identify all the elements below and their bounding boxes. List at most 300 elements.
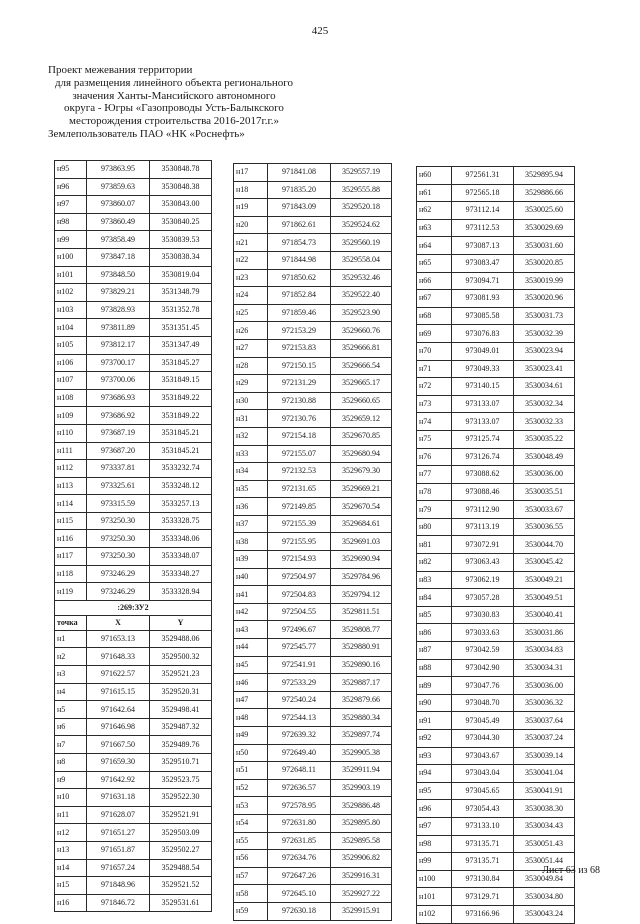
y-coordinate: 3530019.99 [514,272,575,290]
y-coordinate: 3530031.86 [514,624,575,642]
y-coordinate: 3531845.27 [150,354,212,372]
table-row [234,568,392,586]
point-label: н37 [234,515,268,533]
y-coordinate: 3529897.74 [331,727,392,745]
x-coordinate: 973811.89 [87,319,150,337]
sheet-number: Лист 63 из 68 [542,865,600,876]
x-coordinate: 972649.40 [268,744,331,762]
x-coordinate: 973049.33 [452,360,514,378]
y-coordinate: 3529680.94 [331,445,392,463]
point-label: н38 [234,533,268,551]
point-label: н26 [234,322,268,340]
x-coordinate: 972154.93 [268,551,331,569]
point-label: н89 [417,677,452,695]
x-coordinate: 971859.46 [268,304,331,322]
x-coordinate: 973686.93 [87,389,150,407]
point-label: н42 [234,603,268,621]
x-coordinate: 972155.39 [268,515,331,533]
y-coordinate: 3529666.81 [331,339,392,357]
y-coordinate: 3529886.66 [514,184,575,202]
x-coordinate: 973045.49 [452,712,514,730]
table-row [55,319,212,337]
x-coordinate: 973135.71 [452,853,514,871]
y-coordinate: 3529510.71 [150,754,212,772]
x-coordinate: 972540.24 [268,691,331,709]
x-coordinate: 971841.08 [268,164,331,182]
x-coordinate: 973829.21 [87,284,150,302]
table-row [417,571,575,589]
x-coordinate: 973250.30 [87,512,150,530]
table-row [55,771,212,789]
table-row [234,234,392,252]
table-row [234,867,392,885]
point-label: н21 [234,234,268,252]
y-coordinate: 3529684.61 [331,515,392,533]
x-coordinate: 971615.15 [87,683,150,701]
y-coordinate: 3530038.30 [514,800,575,818]
table-row [55,789,212,807]
y-coordinate: 3533348.07 [150,548,212,566]
table-row [234,251,392,269]
point-label: н113 [55,477,87,495]
document-header [48,64,348,141]
y-coordinate: 3530033.67 [514,501,575,519]
table-row [55,178,212,196]
point-label: н102 [417,905,452,923]
x-coordinate: 972645.10 [268,885,331,903]
y-coordinate: 3530029.69 [514,219,575,237]
x-coordinate: 972636.57 [268,779,331,797]
point-label: н2 [55,648,87,666]
point-label: н58 [234,885,268,903]
table-row [55,683,212,701]
y-coordinate: 3531845.21 [150,424,212,442]
y-coordinate: 3530040.41 [514,606,575,624]
table-row [234,814,392,832]
x-coordinate: 972541.91 [268,656,331,674]
point-label: н105 [55,336,87,354]
y-coordinate: 3533328.94 [150,583,212,601]
table-row [417,272,575,290]
x-coordinate: 972544.13 [268,709,331,727]
point-label: н44 [234,639,268,657]
y-coordinate: 3530043.24 [514,905,575,923]
point-label: н57 [234,867,268,885]
x-coordinate: 973858.49 [87,231,150,249]
y-coordinate: 3529524.62 [331,216,392,234]
column-header-row [55,615,212,630]
x-coordinate: 973033.63 [452,624,514,642]
x-coordinate: 973315.59 [87,495,150,513]
table-row [234,762,392,780]
table-row [55,213,212,231]
y-coordinate: 3529521.52 [150,877,212,895]
table-row [55,389,212,407]
point-label: н6 [55,718,87,736]
x-coordinate: 972631.85 [268,832,331,850]
table-row [55,894,212,912]
x-coordinate: 971659.30 [87,754,150,772]
x-coordinate: 973062.19 [452,571,514,589]
x-coordinate: 973166.96 [452,905,514,923]
x-coordinate: 973088.62 [452,466,514,484]
table-row [234,709,392,727]
x-coordinate: 972150.15 [268,357,331,375]
table-row [417,677,575,695]
table-row [234,621,392,639]
x-coordinate: 972504.55 [268,603,331,621]
x-coordinate: 971628.07 [87,806,150,824]
x-coordinate: 973700.17 [87,354,150,372]
point-label: н82 [417,554,452,572]
x-coordinate: 973063.43 [452,554,514,572]
y-coordinate: 3530036.00 [514,466,575,484]
y-coordinate: 3530839.53 [150,231,212,249]
point-label: н96 [55,178,87,196]
table-row [55,372,212,390]
table-row [234,850,392,868]
y-coordinate: 3529887.17 [331,674,392,692]
point-label: н13 [55,841,87,859]
y-coordinate: 3530049.51 [514,589,575,607]
table-row [55,301,212,319]
y-coordinate: 3529669.21 [331,480,392,498]
y-coordinate: 3529558.04 [331,251,392,269]
x-coordinate: 973113.19 [452,518,514,536]
y-coordinate: 3530049.21 [514,571,575,589]
table-row [417,254,575,272]
table-row [234,357,392,375]
table-row [417,342,575,360]
y-coordinate: 3529523.90 [331,304,392,322]
table-row [55,196,212,214]
point-label: н110 [55,424,87,442]
x-coordinate: 973325.61 [87,477,150,495]
table-row [234,639,392,657]
point-label: н88 [417,659,452,677]
y-coordinate: 3529489.76 [150,736,212,754]
y-coordinate: 3529488.06 [150,630,212,648]
table-row [417,642,575,660]
x-coordinate: 973112.90 [452,501,514,519]
point-label: н36 [234,498,268,516]
point-label: н64 [417,237,452,255]
table-row [55,648,212,666]
x-coordinate: 973042.90 [452,659,514,677]
table-row [55,442,212,460]
x-coordinate: 972153.83 [268,339,331,357]
point-label: н10 [55,789,87,807]
table-row [234,287,392,305]
y-coordinate: 3529502.27 [150,841,212,859]
y-coordinate: 3530037.24 [514,730,575,748]
y-coordinate: 3530025.60 [514,202,575,220]
y-coordinate: 3530041.04 [514,765,575,783]
x-coordinate: 972639.32 [268,727,331,745]
point-label: н104 [55,319,87,337]
point-label: н103 [55,301,87,319]
point-label: н98 [417,835,452,853]
y-coordinate: 3529670.85 [331,427,392,445]
table-row [234,322,392,340]
x-coordinate: 972132.53 [268,463,331,481]
x-coordinate: 973859.63 [87,178,150,196]
header-line: для размещения линейного объекта регионального [54,76,294,89]
x-coordinate: 971646.98 [87,718,150,736]
point-label: н66 [417,272,452,290]
table-row [234,392,392,410]
table-row [234,445,392,463]
y-coordinate: 3529915.91 [331,902,392,920]
point-label: н49 [234,727,268,745]
y-coordinate: 3529690.94 [331,551,392,569]
point-label: н81 [417,536,452,554]
point-label: н92 [417,730,452,748]
point-label: н35 [234,480,268,498]
point-label: н29 [234,375,268,393]
y-coordinate: 3529679.30 [331,463,392,481]
y-coordinate: 3530034.80 [514,888,575,906]
table-row [417,202,575,220]
y-coordinate: 3529557.19 [331,164,392,182]
point-label: н25 [234,304,268,322]
table-row [234,515,392,533]
x-coordinate: 972155.95 [268,533,331,551]
col-header-x: X [87,615,150,630]
point-label: н90 [417,694,452,712]
y-coordinate: 3529487.32 [150,718,212,736]
point-label: н87 [417,642,452,660]
y-coordinate: 3529660.65 [331,392,392,410]
point-label: н55 [234,832,268,850]
x-coordinate: 973337.81 [87,460,150,478]
point-label: н73 [417,395,452,413]
x-coordinate: 972578.95 [268,797,331,815]
point-label: н40 [234,568,268,586]
page-number: 425 [311,25,329,37]
x-coordinate: 971622.57 [87,666,150,684]
point-label: н53 [234,797,268,815]
table-row [417,413,575,431]
x-coordinate: 972647.26 [268,867,331,885]
table-row [234,744,392,762]
table-row [55,460,212,478]
point-label: н106 [55,354,87,372]
table-row [234,304,392,322]
point-label: н91 [417,712,452,730]
y-coordinate: 3529666.54 [331,357,392,375]
table-row [417,219,575,237]
x-coordinate: 973072.91 [452,536,514,554]
table-row [417,905,575,923]
table-row [55,877,212,895]
table-row [417,307,575,325]
point-label: н60 [417,167,452,185]
y-coordinate: 3530034.83 [514,642,575,660]
y-coordinate: 3530051.44 [514,853,575,871]
x-coordinate: 973129.71 [452,888,514,906]
y-coordinate: 3531845.21 [150,442,212,460]
table-row [55,630,212,648]
point-label: н12 [55,824,87,842]
table-row [417,378,575,396]
point-label: н107 [55,372,87,390]
y-coordinate: 3530044.70 [514,536,575,554]
table-row [234,902,392,920]
point-label: н65 [417,254,452,272]
table-row [234,656,392,674]
x-coordinate: 973135.71 [452,835,514,853]
y-coordinate: 3529670.54 [331,498,392,516]
table-row [234,691,392,709]
table-row [55,248,212,266]
y-coordinate: 3529890.16 [331,656,392,674]
x-coordinate: 973863.95 [87,161,150,179]
table-row [234,885,392,903]
table-row [417,817,575,835]
x-coordinate: 972565.18 [452,184,514,202]
table-row [234,480,392,498]
point-label: н70 [417,342,452,360]
table-row [417,325,575,343]
x-coordinate: 972504.83 [268,586,331,604]
x-coordinate: 971642.92 [87,771,150,789]
header-line: Землепользователь ПАО «НК «Роснефть» [48,127,245,140]
y-coordinate: 3529560.19 [331,234,392,252]
x-coordinate: 972131.65 [268,480,331,498]
point-label: н19 [234,199,268,217]
x-coordinate: 973250.30 [87,530,150,548]
table-row [417,765,575,783]
x-coordinate: 973094.71 [452,272,514,290]
point-label: н33 [234,445,268,463]
y-coordinate: 3530039.14 [514,747,575,765]
point-label: н51 [234,762,268,780]
point-label: н8 [55,754,87,772]
point-label: н47 [234,691,268,709]
y-coordinate: 3529522.30 [150,789,212,807]
x-coordinate: 973848.50 [87,266,150,284]
table-row [55,701,212,719]
table-row [417,694,575,712]
table-row [55,266,212,284]
point-label: н69 [417,325,452,343]
point-label: н22 [234,251,268,269]
point-label: н86 [417,624,452,642]
table-row [234,727,392,745]
header-line: значения Ханты-Мансийского автономного [72,89,276,102]
table-row [55,824,212,842]
point-label: н18 [234,181,268,199]
y-coordinate: 3529488.54 [150,859,212,877]
point-label: н117 [55,548,87,566]
point-label: н76 [417,448,452,466]
x-coordinate: 973246.29 [87,565,150,583]
x-coordinate: 973076.83 [452,325,514,343]
y-coordinate: 3529691.03 [331,533,392,551]
table-row [417,606,575,624]
y-coordinate: 3529916.31 [331,867,392,885]
x-coordinate: 972154.18 [268,427,331,445]
point-label: н111 [55,442,87,460]
x-coordinate: 972634.76 [268,850,331,868]
table-row [417,501,575,519]
x-coordinate: 973088.46 [452,483,514,501]
y-coordinate: 3529880.91 [331,639,392,657]
table-row [55,231,212,249]
x-coordinate: 973133.07 [452,395,514,413]
table-row [55,495,212,513]
table-row [234,427,392,445]
x-coordinate: 971852.84 [268,287,331,305]
table-row [234,533,392,551]
x-coordinate: 972631.80 [268,814,331,832]
y-coordinate: 3530032.39 [514,325,575,343]
point-label: н75 [417,430,452,448]
x-coordinate: 971653.13 [87,630,150,648]
point-label: н3 [55,666,87,684]
point-label: н63 [417,219,452,237]
col-header-y: Y [150,615,212,630]
y-coordinate: 3530023.94 [514,342,575,360]
point-label: н72 [417,378,452,396]
table-row [234,779,392,797]
point-label: н41 [234,586,268,604]
y-coordinate: 3529659.12 [331,410,392,428]
y-coordinate: 3530023.41 [514,360,575,378]
table-row [55,512,212,530]
table-row [55,736,212,754]
y-coordinate: 3530838.34 [150,248,212,266]
point-label: н99 [55,231,87,249]
point-label: н77 [417,466,452,484]
x-coordinate: 973133.07 [452,413,514,431]
table-row [417,835,575,853]
point-label: н116 [55,530,87,548]
point-label: н67 [417,290,452,308]
point-label: н68 [417,307,452,325]
table-row [417,167,575,185]
y-coordinate: 3529895.94 [514,167,575,185]
col-header-point: точка [55,615,87,630]
table-row [417,430,575,448]
x-coordinate: 973246.29 [87,583,150,601]
table-row [234,674,392,692]
x-coordinate: 973112.14 [452,202,514,220]
x-coordinate: 973042.59 [452,642,514,660]
y-coordinate: 3529500.32 [150,648,212,666]
point-label: н102 [55,284,87,302]
y-coordinate: 3530036.32 [514,694,575,712]
x-coordinate: 973686.92 [87,407,150,425]
point-label: н78 [417,483,452,501]
point-label: н97 [417,817,452,835]
x-coordinate: 973700.06 [87,372,150,390]
x-coordinate: 973847.18 [87,248,150,266]
table-row [55,841,212,859]
point-label: н28 [234,357,268,375]
x-coordinate: 973083.47 [452,254,514,272]
x-coordinate: 972130.88 [268,392,331,410]
table-row [234,498,392,516]
x-coordinate: 973043.67 [452,747,514,765]
x-coordinate: 973133.10 [452,817,514,835]
x-coordinate: 972545.77 [268,639,331,657]
x-coordinate: 973140.15 [452,378,514,396]
y-coordinate: 3529555.88 [331,181,392,199]
header-line: Проект межевания территории [48,64,193,76]
x-coordinate: 973048.70 [452,694,514,712]
